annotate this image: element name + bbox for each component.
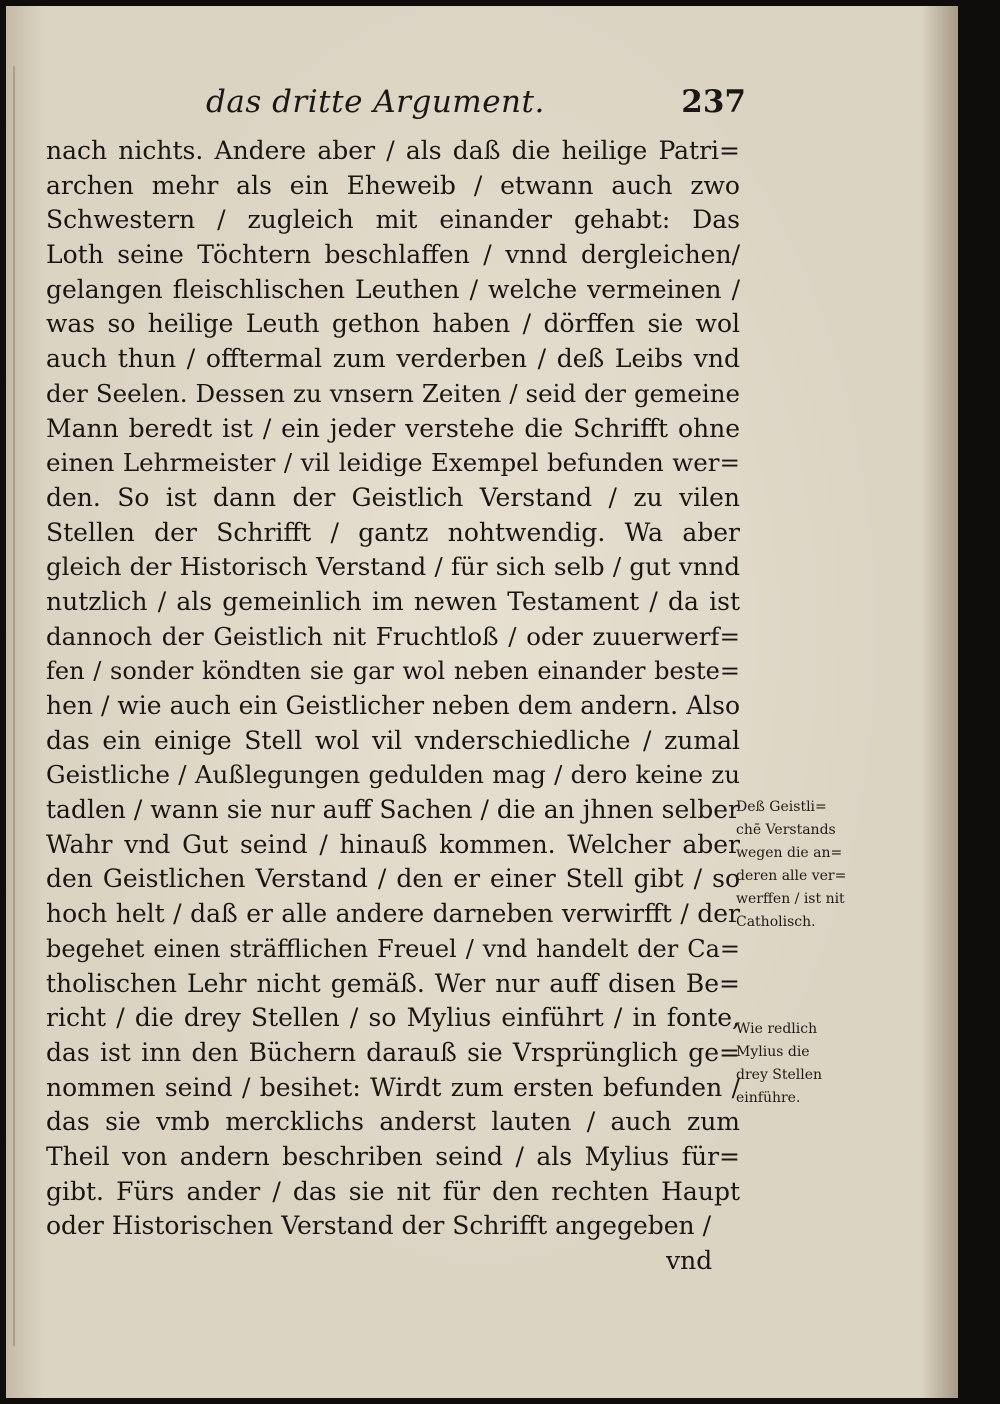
text-line: Stellen der Schrifft / gantz nohtwendig. Wa aber: [46, 517, 740, 547]
text-line: gleich der Historisch Verstand / für sich selb / gut vnnd: [46, 552, 740, 582]
marginal-note-line: wegen die an=: [736, 845, 843, 861]
text-line: Wahr vnd Gut seind / hinauß kommen. Welcher aber: [46, 829, 740, 859]
text-line: nach nichts. Andere aber / als daß die heilige Patri=: [46, 136, 740, 165]
text-line: archen mehr als ein Eheweib / etwann auch zwo: [46, 170, 740, 200]
text-line: gibt. Fürs ander / das sie nit für den rechten Haupt: [46, 1176, 740, 1206]
text-line: gelangen fleischlischen Leuthen / welche vermeinen /: [46, 274, 740, 304]
text-line: tadlen / wann sie nur auff Sachen / die an jhnen selber: [46, 795, 740, 825]
body-text: [46, 134, 740, 1244]
text-line: einen Lehrmeister / vil leidige Exempel befunden wer=: [46, 448, 740, 478]
text-line: nommen seind / besihet: Wirdt zum ersten befunden /: [46, 1072, 740, 1102]
page-header: [206, 84, 746, 128]
text-line: Schwestern / zugleich mit einander gehabt: Das: [46, 205, 740, 235]
text-line: das ist inn den Büchern darauß sie Vrsprünglich ge=: [46, 1037, 740, 1067]
text-line: was so heilige Leuth gethon haben / dörffen sie wol: [46, 309, 740, 339]
marginal-note: [736, 796, 846, 934]
marginal-note-line: chē Verstands: [736, 822, 836, 838]
text-line: Theil von andern beschriben seind / als Mylius für=: [46, 1141, 740, 1171]
marginal-note-line: Mylius die: [736, 1044, 810, 1060]
text-line: hoch helt / daß er alle andere darneben verwirfft / der: [46, 899, 740, 929]
marginal-note-line: drey Stellen: [736, 1067, 823, 1083]
text-line: der Seelen. Dessen zu vnsern Zeiten / seid der gemeine: [46, 378, 740, 408]
text-line: dannoch der Geistlich nit Fruchtloß / oder zuuerwerf=: [46, 621, 740, 651]
marginal-note-line: Deß Geistli=: [736, 799, 827, 815]
marginal-note: [736, 1018, 822, 1110]
text-line: Mann beredt ist / ein jeder verstehe die Schrifft ohne: [46, 413, 740, 443]
marginal-note-line: Wie redlich: [736, 1021, 818, 1037]
marginal-note-line: deren alle ver=: [736, 868, 847, 884]
text-line: oder Historischen Verstand der Schrifft angegeben /: [46, 1211, 712, 1241]
page-number: 237: [681, 84, 746, 120]
gutter-shadow: [13, 66, 15, 1346]
text-line: Loth seine Töchtern beschlaffen / vnnd dergleichen/: [46, 240, 740, 270]
text-line: fen / sonder köndten sie gar wol neben einander beste=: [46, 657, 740, 686]
text-line: richt / die drey Stellen / so Mylius einführt / in fonte,: [46, 1003, 740, 1033]
page-edge-shadow: [922, 6, 958, 1398]
text-line: den. So ist dann der Geistlich Verstand / zu vilen: [46, 482, 740, 512]
marginal-note-line: werffen / ist nit: [736, 891, 845, 907]
text-line: auch thun / offtermal zum verderben / deß Leibs vnd: [46, 344, 740, 374]
text-line: begehet einen sträfflichen Freuel / vnd handelt der Ca=: [46, 934, 740, 963]
text-line: das sie vmb mercklichs anderst lauten / auch zum: [46, 1107, 740, 1137]
book-page: [6, 6, 958, 1398]
marginal-note-line: Catholisch.: [736, 914, 816, 930]
catchword: vnd: [666, 1246, 713, 1275]
marginal-note-line: einführe.: [736, 1090, 801, 1106]
text-line: das ein einige Stell wol vil vnderschiedliche / zumal: [46, 725, 740, 755]
text-line: den Geistlichen Verstand / den er einer Stell gibt / so: [46, 864, 740, 894]
text-line: tholischen Lehr nicht gemäß. Wer nur auff disen Be=: [46, 968, 740, 998]
text-line: nutzlich / als gemeinlich im newen Testament / da ist: [46, 586, 740, 616]
text-line: Geistliche / Außlegungen gedulden mag / dero keine zu: [46, 760, 740, 790]
text-line: hen / wie auch ein Geistlicher neben dem andern. Also: [46, 691, 740, 720]
running-title: das dritte Argument.: [206, 84, 545, 120]
